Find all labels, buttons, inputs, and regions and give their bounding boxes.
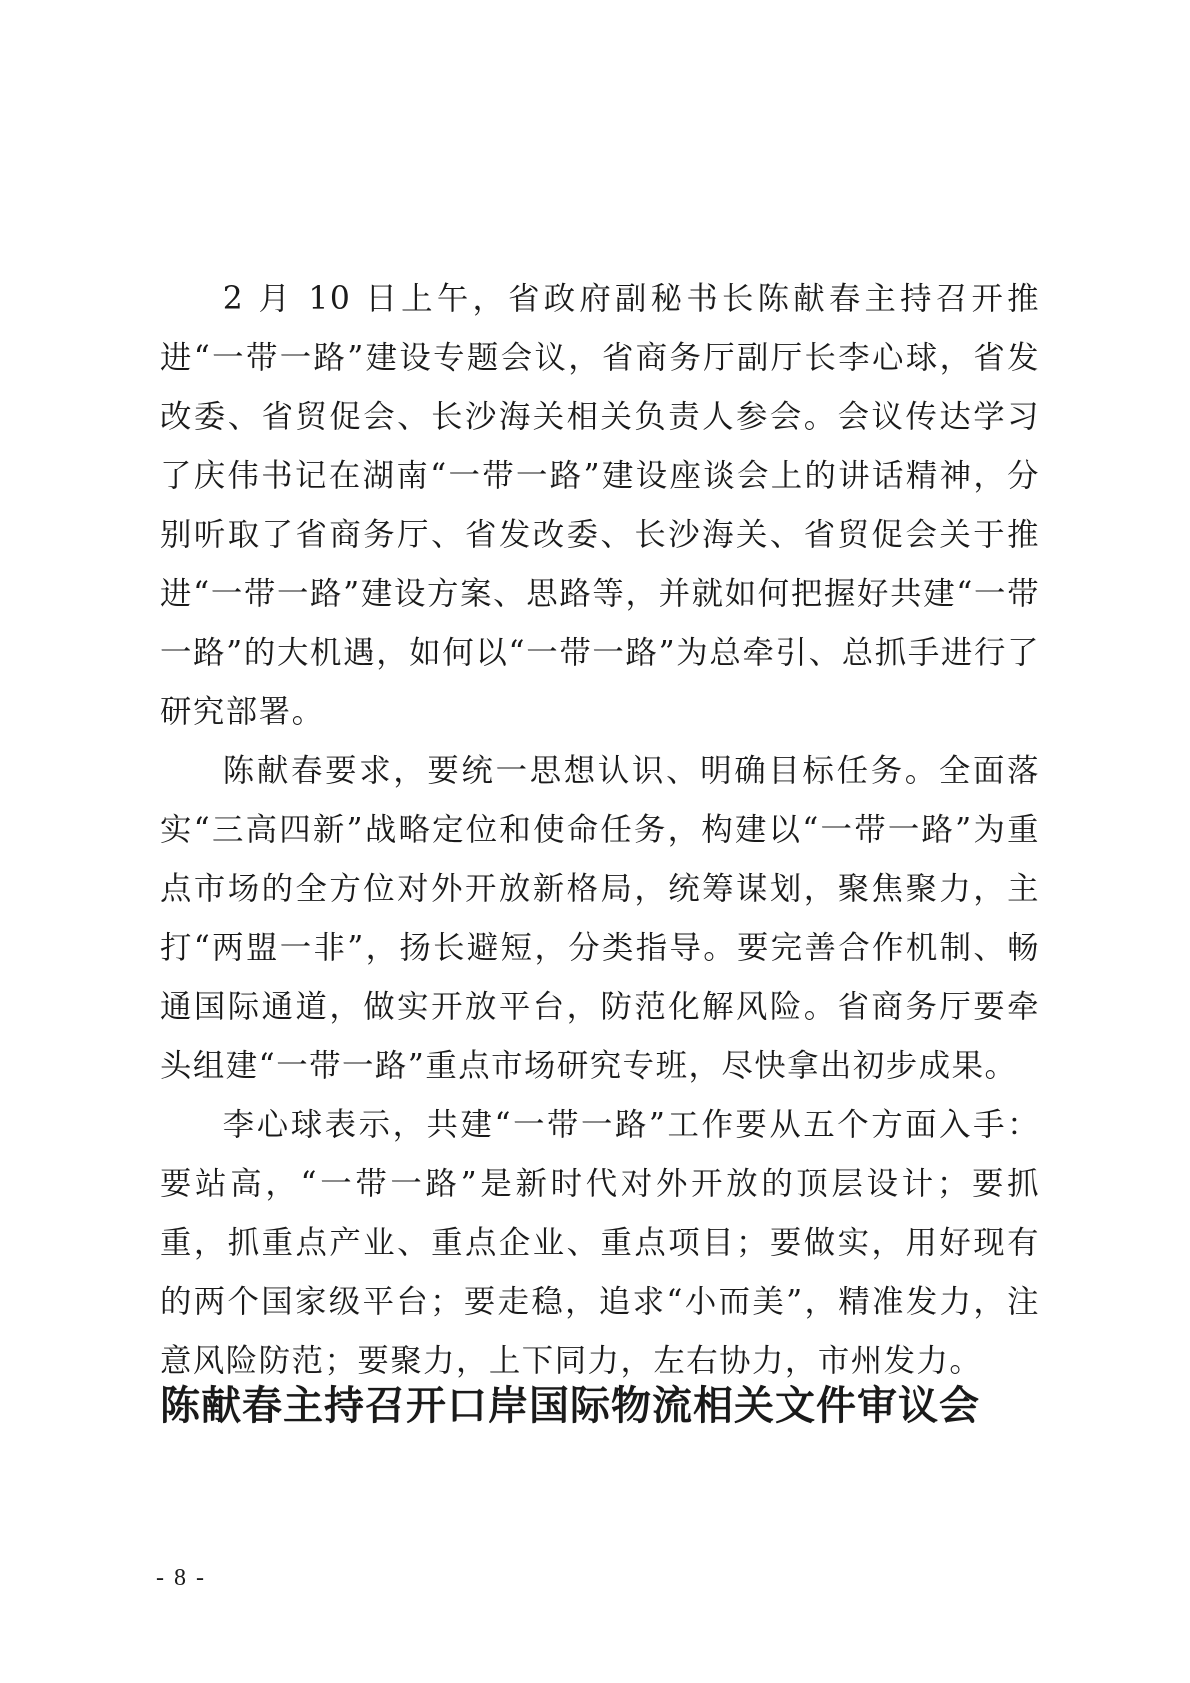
paragraph-meeting-summary: 2 月 10 日上午，省政府副秘书长陈献春主持召开推进“一带一路”建设专题会议，省商务厅副厅长李心球，省发改委、省贸促会、长沙海关相关负责人参会。会议传达学习了庆伟书记在湖南“一带一路”建设座谈会上的讲话精神，分别听取了省商务厅、省发改委、长沙海关、省贸促会关于推进“一带一路”建设方案、思路等，并就如何把握好共建“一带一路”的大机遇，如何以“一带一路”为总牵引、总抓手进行了研究部署。 [160,281,1040,730]
section-title: 陈献春主持召开口岸国际物流相关文件审议会 [160,1383,980,1429]
paragraph-chen-requirements: 陈献春要求，要统一思想认识、明确目标任务。全面落实“三高四新”战略定位和使命任务，构建以“一带一路”为重点市场的全方位对外开放新格局，统筹谋划，聚焦聚力，主打“两盟一非”，扬长避短，分类指导。要完善合作机制、畅通国际通道，做实开放平台，防范化解风险。省商务厅要牵头组建“一带一路”重点市场研究专班，尽快拿出初步成果。 [160,753,1040,1084]
article-body [160,270,1040,1391]
paragraph-li-statement: 李心球表示，共建“一带一路”工作要从五个方面入手：要站高，“一带一路”是新时代对外开放的顶层设计；要抓重，抓重点产业、重点企业、重点项目；要做实，用好现有的两个国家级平台；要走稳，追求“小而美”，精准发力，注意风险防范；要聚力，上下同力，左右协力，市州发力。 [160,1107,1040,1379]
page-number: - 8 - [156,1565,206,1591]
